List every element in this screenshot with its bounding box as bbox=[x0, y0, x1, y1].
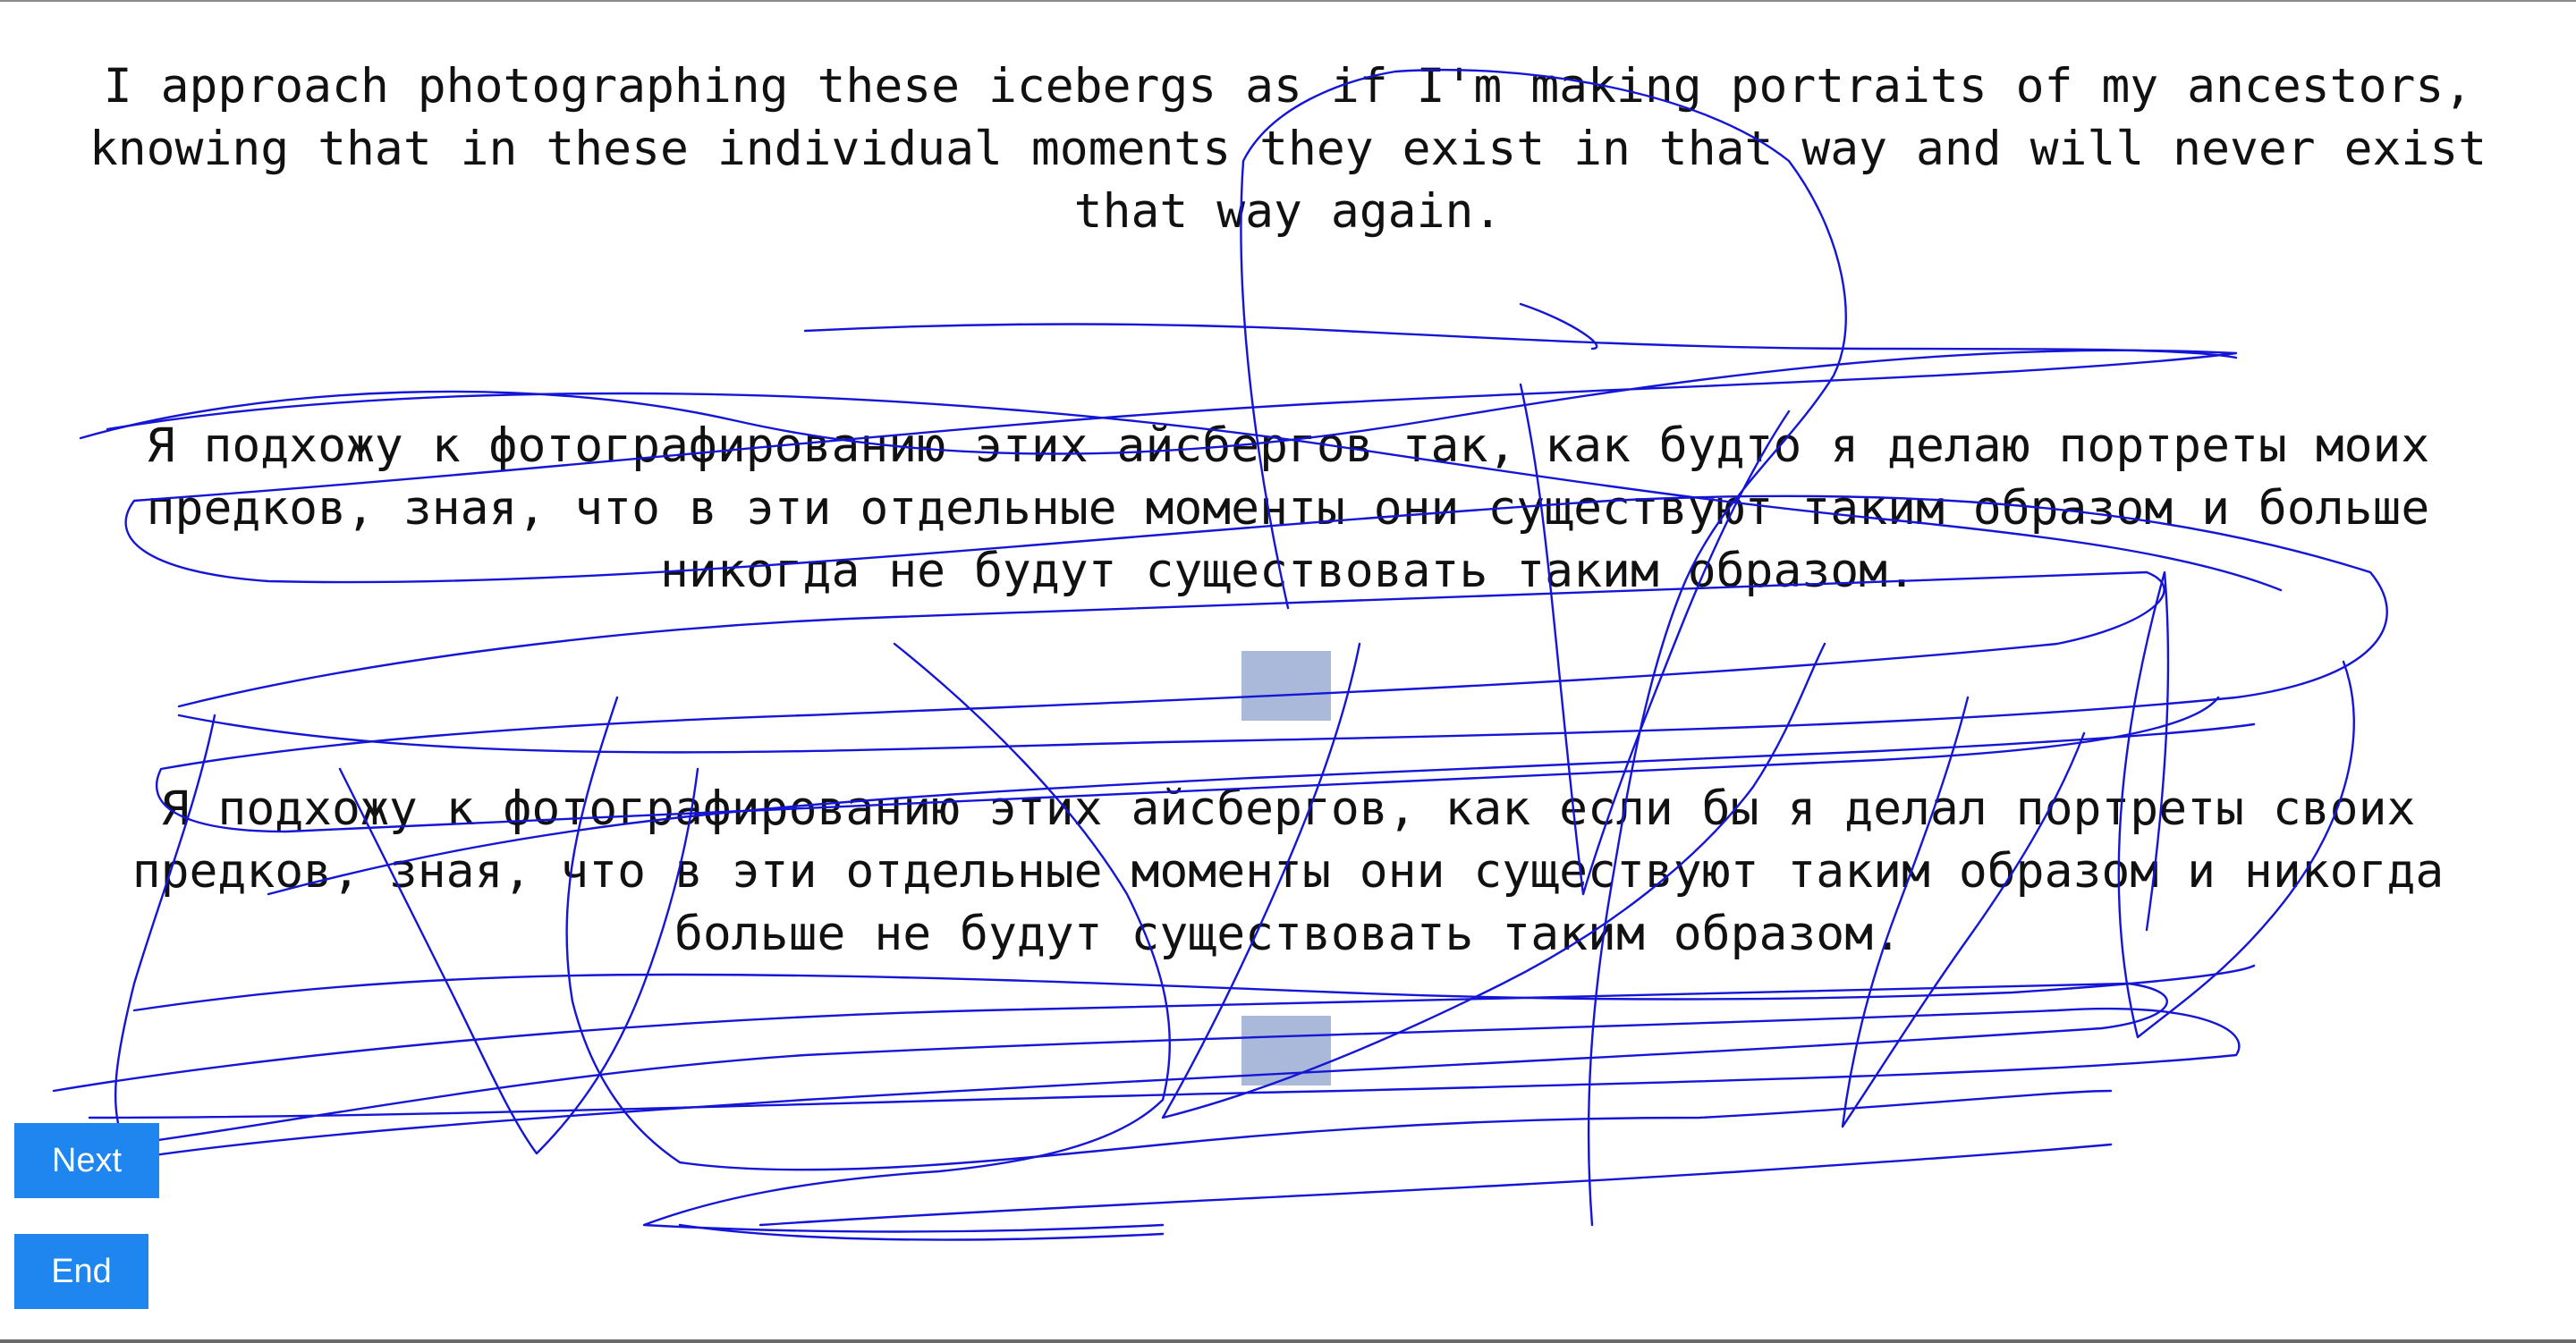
scribble-stroke bbox=[134, 966, 2254, 1010]
end-button[interactable]: End bbox=[14, 1234, 148, 1309]
choice-marker-2[interactable] bbox=[1241, 1016, 1331, 1085]
next-button[interactable]: Next bbox=[14, 1123, 159, 1198]
scribble-stroke bbox=[54, 984, 2167, 1162]
translation-option-1[interactable]: Я подхожу к фотографированию этих айсбергов так, как будто я делаю портреты моих предков, зная, что в эти отдельные моменты они существуют таким образом и больше никогда не будут существовать таким образом. bbox=[146, 418, 2430, 598]
translation-option-2[interactable]: Я подхожу к фотографированию этих айсбергов, как если бы я делал портреты своих предков, зная, что в эти отдельные моменты они существуют таким образом и никогда больше не будут существовать таким образом. bbox=[131, 781, 2445, 961]
choice-marker-1[interactable] bbox=[1241, 651, 1331, 721]
bottom-border bbox=[0, 1339, 2576, 1343]
scribble-stroke bbox=[805, 304, 2236, 358]
scribble-stroke bbox=[680, 1145, 2111, 1240]
top-border bbox=[0, 0, 2576, 2]
source-sentence: I approach photographing these icebergs as if I'm making portraits of my ancestors, knowing that in these individual moments they exist in that way and will never exist that way again. bbox=[89, 59, 2487, 239]
